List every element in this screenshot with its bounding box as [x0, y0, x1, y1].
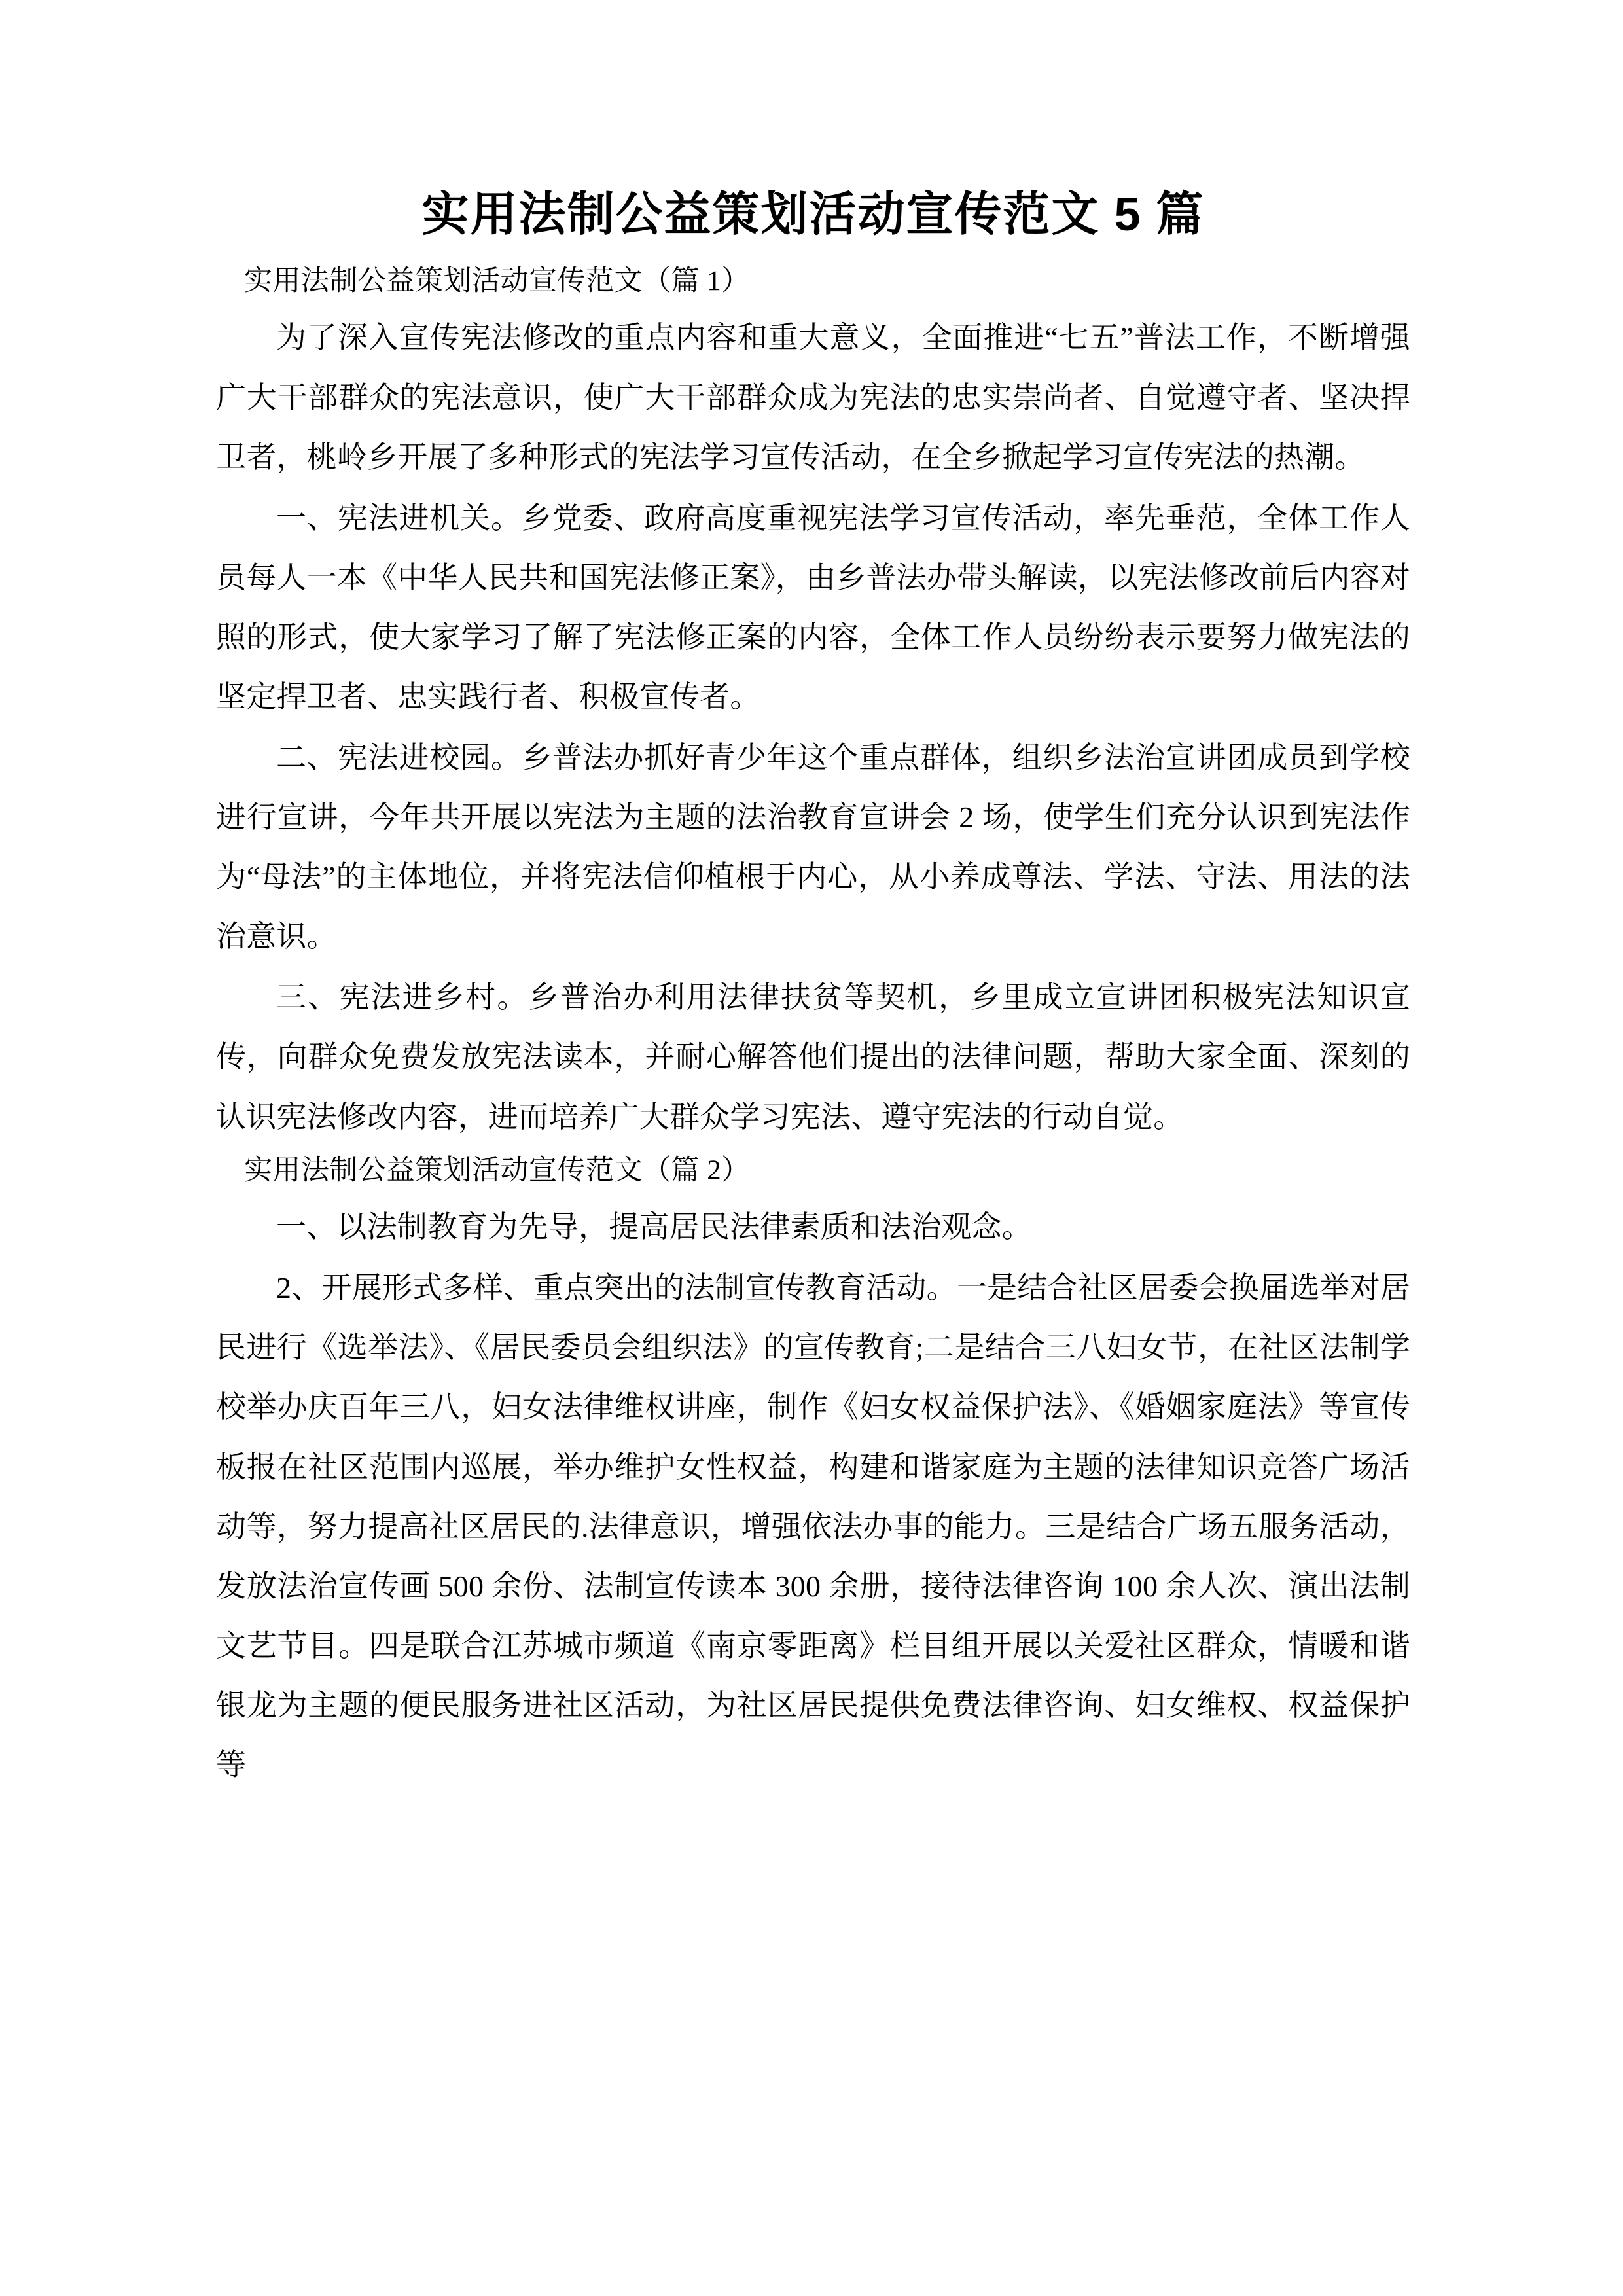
- paragraph: 三、宪法进乡村。乡普治办利用法律扶贫等契机，乡里成立宣讲团积极宪法知识宣传，向群众免费发放宪法读本，并耐心解答他们提出的法律问题，帮助大家全面、深刻的认识宪法修改内容，进而培养广大群众学习宪法、遵守宪法的行动自觉。: [216, 980, 1410, 1134]
- paragraph: 一、以法制教育为先导，提高居民法律素质和法治观念。: [276, 1210, 1032, 1244]
- paragraph: 2、开展形式多样、重点突出的法制宣传教育活动。一是结合社区居委会换届选举对居民进行《选举法》、《居民委员会组织法》的宣传教育;二是结合三八妇女节，在社区法制学校举办庆百年三八，妇女法律维权讲座，制作《妇女权益保护法》、《婚姻家庭法》等宣传板报在社区范围内巡展，举办维护女性权益，构建和谐家庭为主题的法律知识竞答广场活动等，努力提高社区居民的.法律意识，增强依法办事的能力。三是结合广场五服务活动，发放法治宣传画 500 余份、法制宣传读本 300 余册，接待法律咨询 100 余人次、演出法制文艺节目。四是联合江苏城市频道《南京零距离》栏目组开展以关爱社区群众，情暖和谐银龙为主题的便民服务进社区活动，为社区居民提供免费法律咨询、妇女维权、权益保护等: [216, 1271, 1410, 1782]
- section-heading-1: 实用法制公益策划活动宣传范文（篇 1）: [244, 265, 750, 296]
- document-content: [216, 187, 1410, 1795]
- paragraph: 一、宪法进机关。乡党委、政府高度重视宪法学习宣传活动，率先垂范，全体工作人员每人一本《中华人民共和国宪法修正案》，由乡普法办带头解读，以宪法修改前后内容对照的形式，使大家学习了解了宪法修正案的内容，全体工作人员纷纷表示要努力做宪法的坚定捍卫者、忠实践行者、积极宣传者。: [216, 501, 1410, 713]
- paragraph: 二、宪法进校园。乡普法办抓好青少年这个重点群体，组织乡法治宣讲团成员到学校进行宣讲，今年共开展以宪法为主题的法治教育宣讲会 2 场，使学生们充分认识到宪法作为“母法”的主体地位，并将宪法信仰植根于内心，从小养成尊法、学法、守法、用法的法治意识。: [216, 741, 1410, 954]
- section-heading-2: 实用法制公益策划活动宣传范文（篇 2）: [244, 1155, 750, 1186]
- page-title: 实用法制公益策划活动宣传范文 5 篇: [421, 188, 1205, 241]
- paragraph: 为了深入宣传宪法修改的重点内容和重大意义，全面推进“七五”普法工作，不断增强广大干部群众的宪法意识，使广大干部群众成为宪法的忠实崇尚者、自觉遵守者、坚决捍卫者，桃岭乡开展了多种形式的宪法学习宣传活动，在全乡掀起学习宣传宪法的热潮。: [216, 321, 1410, 474]
